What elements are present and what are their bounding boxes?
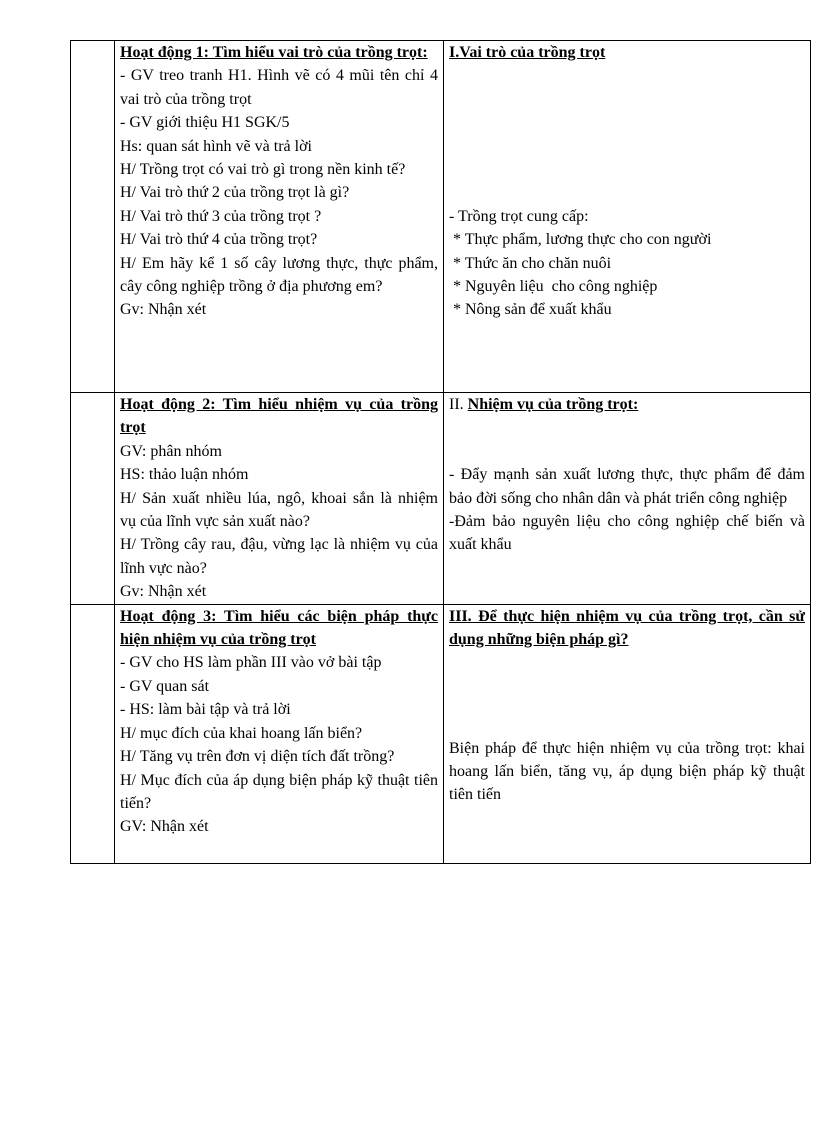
- section-heading: I.Vai trò của trồng trọt: [449, 44, 606, 61]
- content-line: * Thức ăn cho chăn nuôi: [449, 254, 612, 272]
- activity-line: - HS: làm bài tập và trả lời: [120, 701, 291, 719]
- activity-line: GV: Nhận xét: [120, 818, 209, 836]
- empty-cell: [71, 604, 115, 863]
- activity-cell: [115, 604, 444, 863]
- activity-line: H/ Mục đích của áp dụng biện pháp kỹ thuật tiên tiến?: [120, 771, 438, 812]
- content-line: * Nguyên liệu cho công nghiệp: [449, 277, 658, 295]
- activity-line: H/ Tăng vụ trên đơn vị diện tích đất trồng?: [120, 748, 395, 766]
- table-row: [71, 393, 811, 605]
- activity-line: H/ Sản xuất nhiều lúa, ngô, khoai sắn là nhiệm vụ của lĩnh vực sản xuất nào?: [120, 489, 438, 531]
- activity-line: H/ Trồng cây rau, đậu, vừng lạc là nhiệm vụ của lĩnh vực nào?: [120, 536, 438, 577]
- activity-line: Hs: quan sát hình vẽ và trả lời: [120, 137, 312, 155]
- activity-line: H/ Vai trò thứ 2 của trồng trọt là gì?: [120, 184, 350, 202]
- activity-line: H/ Vai trò thứ 4 của trồng trọt?: [120, 231, 318, 249]
- content-line: - Đẩy mạnh sản xuất lương thực, thực phẩm để đảm bảo đời sống cho nhân dân và phát triển công nghiệp: [449, 466, 805, 507]
- content-cell: [444, 604, 811, 863]
- content-line: * Thực phẩm, lương thực cho con người: [449, 231, 712, 249]
- content-line: Biện pháp để thực hiện nhiệm vụ của trồng trọt: khai hoang lấn biển, tăng vụ, áp dụng biện pháp kỹ thuật tiên tiến: [449, 739, 805, 804]
- activity-cell: [115, 393, 444, 605]
- section-number: II.: [449, 396, 468, 413]
- empty-cell: [71, 41, 115, 393]
- content-line: - Trồng trọt cung cấp:: [449, 207, 589, 225]
- empty-cell: [71, 393, 115, 605]
- activity-heading: Hoạt động 1: Tìm hiểu vai trò của trồng trọt:: [120, 44, 428, 61]
- activity-line: H/ mục đích của khai hoang lấn biển?: [120, 724, 363, 742]
- activity-line: HS: thảo luận nhóm: [120, 466, 249, 484]
- activity-line: Gv: Nhận xét: [120, 301, 207, 319]
- section-heading: Nhiệm vụ của trồng trọt:: [467, 396, 639, 413]
- activity-heading: Hoạt động 2: Tìm hiểu nhiệm vụ của trồng trọt: [120, 396, 438, 437]
- content-line: -Đảm bảo nguyên liệu cho công nghiệp chế biến và xuất khẩu: [449, 513, 805, 554]
- activity-line: - GV giới thiệu H1 SGK/5: [120, 114, 290, 132]
- table-row: [71, 604, 811, 863]
- activity-line: GV: phân nhóm: [120, 442, 222, 460]
- table-row: [71, 41, 811, 393]
- activity-line: Gv: Nhận xét: [120, 583, 207, 601]
- section-heading: III. Để thực hiện nhiệm vụ của trồng trọt, cần sử dụng những biện pháp gì?: [449, 607, 805, 649]
- activity-heading: Hoạt động 3: Tìm hiểu các biện pháp thực hiện nhiệm vụ của trồng trọt: [120, 607, 438, 649]
- activity-line: H/ Em hãy kể 1 số cây lương thực, thực phẩm, cây công nghiệp trồng ở địa phương em?: [120, 254, 438, 296]
- activity-line: H/ Trồng trọt có vai trò gì trong nền kinh tế?: [120, 161, 406, 179]
- activity-cell: [115, 41, 444, 393]
- activity-line: - GV cho HS làm phần III vào vở bài tập: [120, 654, 382, 672]
- activity-line: - GV quan sát: [120, 677, 210, 695]
- lesson-plan-table: [70, 40, 811, 864]
- content-cell: [444, 41, 811, 393]
- activity-line: H/ Vai trò thứ 3 của trồng trọt ?: [120, 207, 322, 225]
- activity-line: - GV treo tranh H1. Hình vẽ có 4 mũi tên chỉ 4 vai trò của trồng trọt: [120, 67, 438, 108]
- content-line: * Nông sản để xuất khẩu: [449, 301, 612, 319]
- content-cell: [444, 393, 811, 605]
